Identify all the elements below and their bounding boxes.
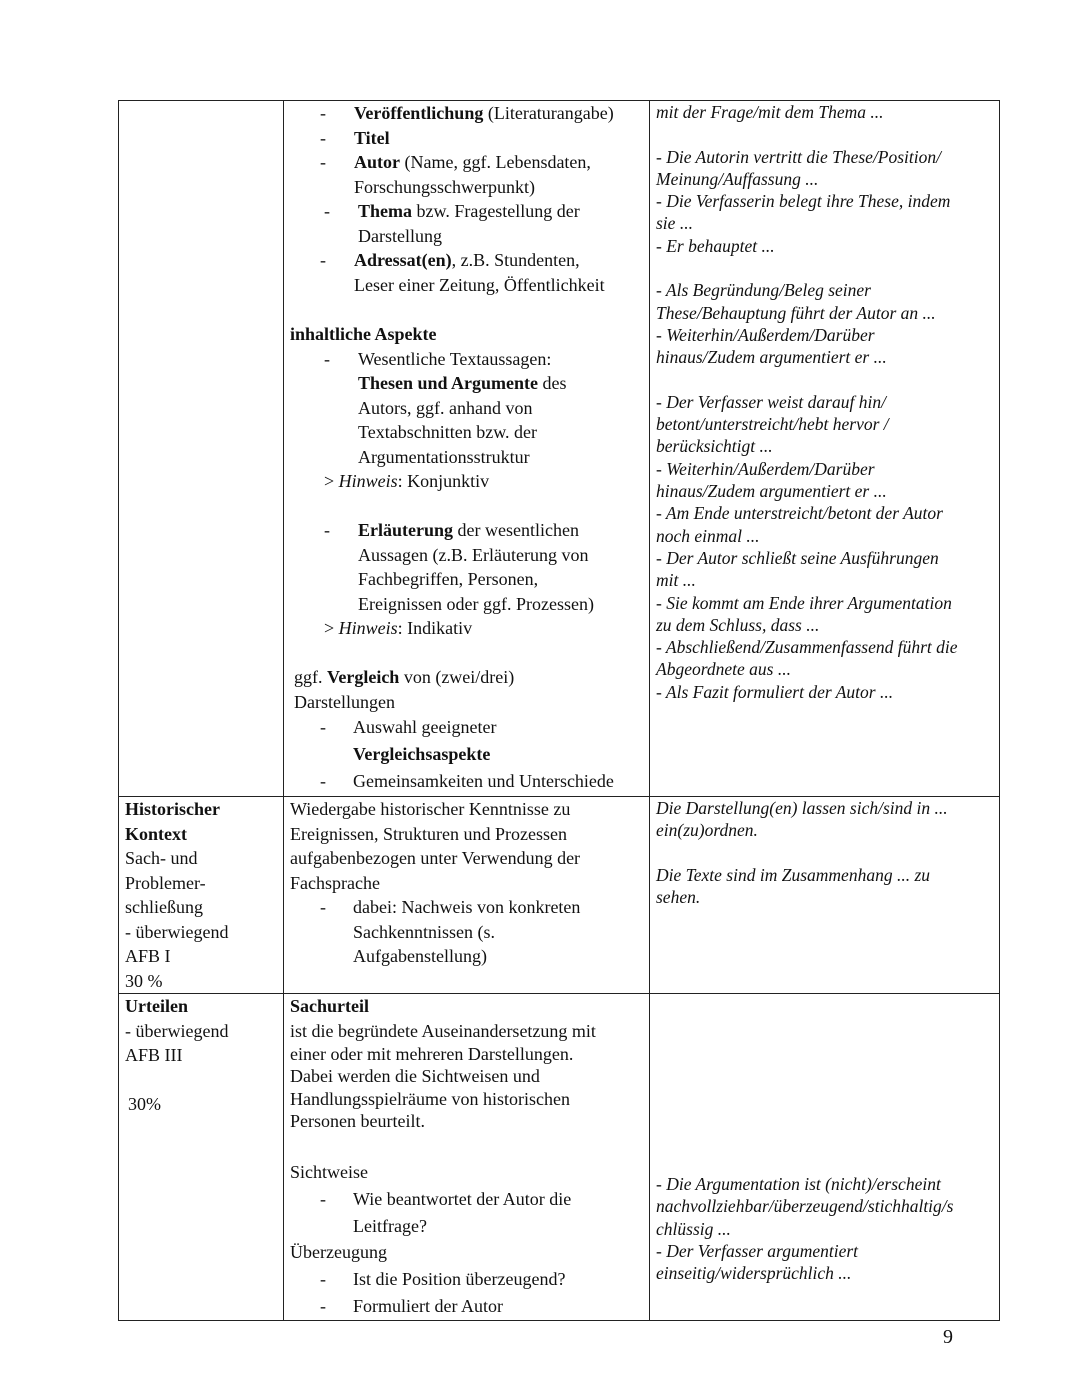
content-item-explanation: Erläuterung der wesentlichen xyxy=(358,520,579,540)
row3-phrase-list xyxy=(656,1173,953,1284)
question-item: Leitfrage? xyxy=(353,1216,427,1236)
formal-item-topic: Thema bzw. Fragestellung der xyxy=(358,201,580,221)
row2-requirements-cell xyxy=(284,797,650,994)
definition-line: ist die begründete Auseinandersetzung mit xyxy=(290,1021,596,1041)
phrase-line: Meinung/Auffassung ... xyxy=(656,168,819,189)
bullet-dash: - xyxy=(320,103,326,123)
comparison-heading: ggf. Vergleich von (zwei/drei) xyxy=(294,667,515,687)
row1-requirements-cell xyxy=(284,101,650,797)
comparison-item-selection-cont: Vergleichsaspekte xyxy=(353,744,491,764)
criteria-line: - überwiegend xyxy=(125,1020,229,1041)
phrase-line: - Der Autor schließt seine Ausführungen xyxy=(656,547,939,568)
row1-phrases-cell xyxy=(650,101,1000,797)
row1-phrase-list xyxy=(650,101,999,703)
bullet-dash: - xyxy=(320,897,326,917)
requirement-item: Aufgabenstellung) xyxy=(353,946,487,966)
phrase-line: mit ... xyxy=(656,570,696,591)
criteria-line: schließung xyxy=(125,897,203,917)
bullet-dash: - xyxy=(324,348,330,369)
content-item-theses: Thesen und Argumente des xyxy=(358,373,567,393)
criteria-afb: AFB I xyxy=(125,946,171,966)
phrase-line: - Als Begründung/Beleg seiner xyxy=(656,280,871,301)
definition-line: einer oder mit mehreren Darstellungen. xyxy=(290,1043,574,1064)
bullet-dash: - xyxy=(320,1296,326,1316)
criteria-title: Kontext xyxy=(125,823,187,844)
content-item-text: Fachbegriffen, Personen, xyxy=(358,569,539,589)
phrase-line: Abgeordnete aus ... xyxy=(656,659,791,680)
phrase-line: Die Darstellung(en) lassen sich/sind in ... xyxy=(656,798,948,818)
sichtweise-heading: Sichtweise xyxy=(290,1162,368,1182)
phrase-line: - Er behauptet ... xyxy=(656,235,775,256)
bullet-dash: - xyxy=(320,250,326,270)
criteria-title: Historischer xyxy=(125,799,220,819)
requirement-item: Sachkenntnissen (s. xyxy=(353,921,495,942)
question-item: Wie beantwortet der Autor die xyxy=(353,1189,572,1209)
phrase-line: chlüssig ... xyxy=(656,1218,731,1239)
formal-item-title: Titel xyxy=(354,127,390,148)
phrase-line: zu dem Schluss, dass ... xyxy=(656,614,820,635)
content-item-statements: Wesentliche Textaussagen: xyxy=(358,348,552,369)
phrase-line: - Der Verfasser argumentiert xyxy=(656,1240,859,1261)
table-row-judgement xyxy=(119,994,1000,1321)
sachurteil-definition xyxy=(290,1020,596,1133)
content-item-text: Argumentationsstruktur xyxy=(358,446,530,467)
bullet-dash: - xyxy=(320,1189,326,1209)
row2-phrases-cell xyxy=(650,797,1000,994)
formal-item-topic-cont: Darstellung xyxy=(358,225,442,246)
phrase-line: berücksichtigt ... xyxy=(656,436,773,457)
phrase-line: mit der Frage/mit dem Thema ... xyxy=(656,102,884,122)
formal-item-addressee-cont: Leser einer Zeitung, Öffentlichkeit xyxy=(354,274,605,295)
phrase-line: hinaus/Zudem argumentiert er ... xyxy=(656,481,887,502)
bullet-dash: - xyxy=(320,771,326,791)
criteria-weight: 30 % xyxy=(125,970,163,991)
requirement-line: aufgabenbezogen unter Verwendung der xyxy=(290,848,581,868)
phrase-line: - Weiterhin/Außerdem/Darüber xyxy=(656,458,875,479)
phrase-line: - Die Argumentation ist (nicht)/erscheint xyxy=(656,1174,941,1194)
spacer xyxy=(656,369,993,391)
phrase-line: - Als Fazit formuliert der Autor ... xyxy=(656,681,894,702)
question-item: Formuliert der Autor xyxy=(353,1296,503,1316)
phrase-line: hinaus/Zudem argumentiert er ... xyxy=(656,347,887,368)
content-item-text: Autors, ggf. anhand von xyxy=(358,397,533,418)
formal-item-author: Autor (Name, ggf. Lebensdaten, xyxy=(354,152,591,172)
phrase-line: - Weiterhin/Außerdem/Darüber xyxy=(656,324,875,345)
page-number: 9 xyxy=(943,1326,953,1348)
criteria-title: Urteilen xyxy=(125,996,188,1016)
comparison-heading-cont: Darstellungen xyxy=(294,692,395,712)
sachurteil-heading: Sachurteil xyxy=(290,996,369,1016)
definition-line: Dabei werden die Sichtweisen und xyxy=(290,1066,540,1086)
phrase-line: - Die Autorin vertritt die These/Position/ xyxy=(656,146,941,167)
bullet-dash: - xyxy=(320,127,326,148)
comparison-item-differences: Gemeinsamkeiten und Unterschiede xyxy=(353,771,614,791)
criteria-line: - überwiegend xyxy=(125,921,229,942)
phrase-line: Die Texte sind im Zusammenhang ... zu xyxy=(656,864,931,885)
formal-item-addressee: Adressat(en), z.B. Stundenten, xyxy=(354,250,580,270)
requirement-line: Fachsprache xyxy=(290,872,380,893)
bullet-dash: - xyxy=(320,152,326,172)
ueberzeugung-heading: Überzeugung xyxy=(290,1242,387,1262)
spacer xyxy=(656,842,993,864)
phrase-line: ein(zu)ordnen. xyxy=(656,820,758,841)
row1-criteria-cell xyxy=(119,101,284,797)
phrase-line: sie ... xyxy=(656,213,693,234)
phrase-line: - Der Verfasser weist darauf hin/ xyxy=(656,391,886,412)
question-item: Ist die Position überzeugend? xyxy=(353,1269,566,1289)
row3-requirements-cell xyxy=(284,994,650,1321)
criteria-weight: 30% xyxy=(128,1094,161,1114)
phrase-line: - Abschließend/Zusammenfassend führt die xyxy=(656,637,958,658)
definition-line: Handlungsspielräume von historischen xyxy=(290,1088,570,1109)
assessment-table xyxy=(118,100,1000,1321)
requirement-item: dabei: Nachweis von konkreten xyxy=(353,897,581,917)
requirement-line: Wiedergabe historischer Kenntnisse zu xyxy=(290,799,571,819)
phrase-line: betont/unterstreicht/hebt hervor / xyxy=(656,414,889,435)
content-item-text: Aussagen (z.B. Erläuterung von xyxy=(358,544,589,565)
comparison-item-selection: Auswahl geeigneter xyxy=(353,717,497,737)
hint-konjunktiv: > Hinweis: Konjunktiv xyxy=(324,471,490,491)
phrase-line: sehen. xyxy=(656,887,701,908)
phrase-line: - Sie kommt am Ende ihrer Argumentation xyxy=(656,592,952,613)
row2-criteria-cell xyxy=(119,797,284,994)
spacer xyxy=(125,1068,277,1093)
phrase-line: nachvollziehbar/überzeugend/stichhaltig/s xyxy=(656,1196,954,1217)
phrase-line: - Am Ende unterstreicht/betont der Autor xyxy=(656,503,943,524)
phrase-line: noch einmal ... xyxy=(656,525,760,546)
table-row-historical-context xyxy=(119,797,1000,994)
criteria-line: Sach- und xyxy=(125,848,198,868)
bullet-dash: - xyxy=(324,520,330,540)
definition-line: Personen beurteilt. xyxy=(290,1111,425,1131)
row3-phrases-cell xyxy=(650,994,1000,1321)
table-row-analysis xyxy=(119,101,1000,797)
formal-item-author-cont: Forschungsschwerpunkt) xyxy=(354,176,535,197)
content-item-text: Ereignissen oder ggf. Prozessen) xyxy=(358,593,594,614)
criteria-line: Problemer- xyxy=(125,872,206,893)
requirement-line: Ereignissen, Strukturen und Prozessen xyxy=(290,823,567,844)
bullet-dash: - xyxy=(320,1269,326,1289)
hint-indikativ: > Hinweis: Indikativ xyxy=(324,618,473,638)
spacer xyxy=(656,123,993,145)
bullet-dash: - xyxy=(324,201,330,221)
spacer xyxy=(656,257,993,279)
phrase-line: - Die Verfasserin belegt ihre These, indem xyxy=(656,191,951,212)
phrase-line: These/Behauptung führt der Autor an ... xyxy=(656,302,936,323)
row3-criteria-cell xyxy=(119,994,284,1321)
phrase-line: einseitig/widersprüchlich ... xyxy=(656,1263,852,1284)
content-item-text: Textabschnitten bzw. der xyxy=(358,422,538,442)
formal-item-publication: Veröffentlichung (Literaturangabe) xyxy=(354,103,614,123)
criteria-afb: AFB III xyxy=(125,1045,183,1065)
content-aspects-heading: inhaltliche Aspekte xyxy=(290,324,437,344)
bullet-dash: - xyxy=(320,717,326,737)
